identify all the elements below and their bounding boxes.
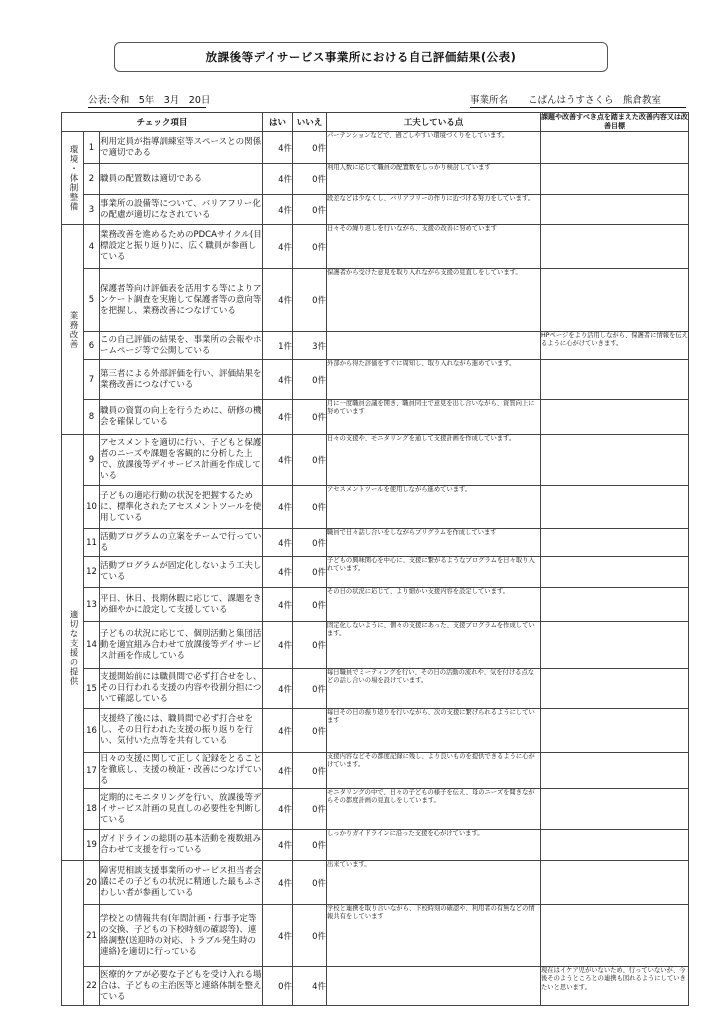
no-count: 0件	[293, 529, 327, 557]
improvement-note	[541, 789, 689, 830]
category-label: 適切な支援の提供	[62, 435, 84, 861]
no-count: 3件	[293, 332, 327, 360]
check-item: 支援終了後には、職員間で必ず打合せをし、その日行われた支援の振り返りを行い、気付いた点等を共有している	[100, 709, 263, 753]
improvement-note	[541, 709, 689, 753]
check-item: 第三者による外部評価を行い、評価結果を業務改善につなげている	[100, 360, 263, 400]
yes-count: 4件	[263, 164, 293, 195]
table-row	[62, 435, 689, 486]
organization-info	[470, 92, 686, 108]
page-title: 放課後等デイサービス事業所における自己評価結果(公表)	[114, 42, 608, 72]
table-row	[62, 332, 689, 360]
improvement-note	[541, 435, 689, 486]
yes-count: 4件	[263, 269, 293, 332]
yes-count: 4件	[263, 789, 293, 830]
table-row	[62, 861, 689, 905]
row-number: 18	[84, 789, 100, 830]
row-number: 22	[84, 967, 100, 1006]
publish-date: 公表:令和 5年 3月 20日	[88, 92, 206, 108]
no-count: 0件	[293, 753, 327, 789]
check-item: 職員の資質の向上を行うために、研修の機会を確保している	[100, 400, 263, 435]
effort-note: 段差などは少なくし、バリアフリーの作りに近づける努力をしています。	[327, 195, 541, 225]
improvement-note	[541, 360, 689, 400]
no-count: 0件	[293, 435, 327, 486]
effort-note: その日の状況に応じて、より細かい支援内容を設定しています。	[327, 588, 541, 622]
row-number: 15	[84, 669, 100, 709]
row-number: 20	[84, 861, 100, 905]
check-item: ガイドラインの総則の基本活動を複数組み合わせて支援を行っている	[100, 830, 263, 861]
improvement-note	[541, 905, 689, 967]
row-number: 16	[84, 709, 100, 753]
no-count: 0件	[293, 557, 327, 588]
table-row	[62, 905, 689, 967]
improvement-note	[541, 269, 689, 332]
no-count: 0件	[293, 132, 327, 164]
yes-count: 4件	[263, 557, 293, 588]
row-number: 3	[84, 195, 100, 225]
header-check: チェック項目	[62, 113, 263, 132]
check-item: 日々の支援に関して正しく記録をとることを徹底し、支援の検証・改善につなげている	[100, 753, 263, 789]
check-item: 子どもの状況に応じて、個別活動と集団活動を適宜組み合わせて放課後等デイサービス計画を作成している	[100, 622, 263, 669]
effort-note: 利用人数に応じて職員の配置数をしっかり検討しています	[327, 164, 541, 195]
table-row	[62, 486, 689, 529]
improvement-note	[541, 486, 689, 529]
effort-note: アセスメントツールを使用しながら進めています。	[327, 486, 541, 529]
check-item: 保護者等向け評価表を活用する等によりアンケート調査を実施して保護者等の意向等を把握し、業務改善につなげている	[100, 269, 263, 332]
table-row	[62, 753, 689, 789]
effort-note: 職員で日々話し合いをしながらプリグラムを作成しています	[327, 529, 541, 557]
yes-count: 4件	[263, 905, 293, 967]
effort-note: 日々の支援や、モニタリングを通して支援計画を作成しています。	[327, 435, 541, 486]
yes-count: 4件	[263, 529, 293, 557]
yes-count: 4件	[263, 225, 293, 269]
no-count: 0件	[293, 588, 327, 622]
effort-note: 毎日その日の振り返りを行いながら、次の支援に繋げられるようにしています	[327, 709, 541, 753]
check-item: 定期的にモニタリングを行い、放課後等デイサービス計画の見直しの必要性を判断している	[100, 789, 263, 830]
row-number: 7	[84, 360, 100, 400]
check-item: アセスメントを適切に行い、子どもと保護者のニーズや課題を客観的に分析した上で、放課後等デイサービス計画を作成している	[100, 435, 263, 486]
table-row	[62, 557, 689, 588]
improvement-note	[541, 669, 689, 709]
no-count: 0件	[293, 861, 327, 905]
check-item: 利用定員が指導訓練室等スペースとの関係で適切である	[100, 132, 263, 164]
check-item: 障害児相談支援事業所のサービス担当者会議にその子どもの状況に精通した最もふさわしい者が参画している	[100, 861, 263, 905]
row-number: 19	[84, 830, 100, 861]
category-label: 業務改善	[62, 225, 84, 435]
table-row	[62, 360, 689, 400]
check-item: 平日、休日、長期休暇に応じて、課題をきめ細やかに設定して支援している	[100, 588, 263, 622]
yes-count: 4件	[263, 709, 293, 753]
improvement-note: HPページをより活用しながら、保護者に情報を伝えるように心がけていきます。	[541, 332, 689, 360]
yes-count: 4件	[263, 622, 293, 669]
table-row	[62, 269, 689, 332]
effort-note	[327, 967, 541, 1006]
table-row	[62, 967, 689, 1006]
no-count: 0件	[293, 905, 327, 967]
check-item: 業務改善を進めるためのPDCAサイクル(目標設定と振り返り)に、広く職員が参画している	[100, 225, 263, 269]
effort-note: 月に一度職員会議を開き、職員同士で意見を出し合いながら、資質向上に努めています	[327, 400, 541, 435]
table-row	[62, 588, 689, 622]
check-item: 事業所の設備等について、バリアフリー化の配慮が適切になされている	[100, 195, 263, 225]
row-number: 1	[84, 132, 100, 164]
effort-note	[327, 332, 541, 360]
header-improve: 課題や改善すべき点を踏まえた改善内容又は改善目標	[541, 113, 688, 130]
table-row	[62, 669, 689, 709]
yes-count: 4件	[263, 588, 293, 622]
no-count: 0件	[293, 400, 327, 435]
yes-count: 4件	[263, 486, 293, 529]
yes-count: 4件	[263, 830, 293, 861]
row-number: 9	[84, 435, 100, 486]
effort-note: 出来ています。	[327, 861, 541, 905]
improvement-note	[541, 225, 689, 269]
improvement-note	[541, 529, 689, 557]
row-number: 13	[84, 588, 100, 622]
check-item: 職員の配置数は適切である	[100, 164, 263, 195]
check-item: 活動プログラムが固定化しないよう工夫している	[100, 557, 263, 588]
org-name: こぱんはうすさくら 熊倉教室	[528, 95, 662, 106]
check-item: 学校との情報共有(年間計画・行事予定等の交換、子どもの下校時刻の確認等)、連絡調整(送迎時の対応、トラブル発生時の連絡)を適切に行っている	[100, 905, 263, 967]
row-number: 4	[84, 225, 100, 269]
row-number: 5	[84, 269, 100, 332]
table-row	[62, 709, 689, 753]
yes-count: 4件	[263, 400, 293, 435]
table-body	[62, 132, 689, 1006]
effort-note: 子どもの興味関心を中心に、支援に繋がるようなプログラムを日々取り入れています。	[327, 557, 541, 588]
improvement-note	[541, 830, 689, 861]
yes-count: 4件	[263, 132, 293, 164]
table-row	[62, 622, 689, 669]
table-row	[62, 195, 689, 225]
no-count: 0件	[293, 709, 327, 753]
table-row	[62, 164, 689, 195]
yes-count: 1件	[263, 332, 293, 360]
no-count: 0件	[293, 486, 327, 529]
improvement-note	[541, 400, 689, 435]
effort-note: パーテンションなどで、過ごしやすい環境づくりをしています。	[327, 132, 541, 164]
row-number: 14	[84, 622, 100, 669]
row-number: 10	[84, 486, 100, 529]
row-number: 21	[84, 905, 100, 967]
improvement-note	[541, 753, 689, 789]
improvement-note	[541, 164, 689, 195]
improvement-note	[541, 195, 689, 225]
no-count: 0件	[293, 669, 327, 709]
effort-note: 保護者から受けた意見を取り入れながら支援の見直しをしています。	[327, 269, 541, 332]
check-item: 子どもの適応行動の状況を把握するために、標準化されたアセスメントツールを使用している	[100, 486, 263, 529]
effort-note: 支援内容などその都度記録に残し、より良いものを提供できるように心がけています。	[327, 753, 541, 789]
row-number: 8	[84, 400, 100, 435]
yes-count: 0件	[263, 967, 293, 1006]
improvement-note	[541, 132, 689, 164]
check-item: 支援開始前には職員間で必ず打合せをし、その日行われる支援の内容や役割分担について確認している	[100, 669, 263, 709]
header-yes: はい	[263, 113, 293, 132]
no-count: 0件	[293, 789, 327, 830]
no-count: 0件	[293, 164, 327, 195]
no-count: 0件	[293, 830, 327, 861]
category-label: 環境・体制整備	[62, 132, 84, 225]
table-row	[62, 400, 689, 435]
table-row	[62, 132, 689, 164]
row-number: 2	[84, 164, 100, 195]
no-count: 0件	[293, 622, 327, 669]
improvement-note	[541, 588, 689, 622]
table-row	[62, 789, 689, 830]
effort-note: 固定化しないように、個々の支援にあった、支援プログラムを作成しています。	[327, 622, 541, 669]
yes-count: 4件	[263, 435, 293, 486]
yes-count: 4件	[263, 360, 293, 400]
effort-note: 学校と連携を取り合いながら、下校時刻の確認や、利用者の有無などの情報共有をしています	[327, 905, 541, 967]
no-count: 0件	[293, 360, 327, 400]
yes-count: 4件	[263, 861, 293, 905]
yes-count: 4件	[263, 753, 293, 789]
no-count: 0件	[293, 269, 327, 332]
effort-note: 毎日職員でミーティングを行い、その日の活動の流れや、気を付ける点などの話し合いの場を設けています。	[327, 669, 541, 709]
effort-note: モニタリングの中で、日々の子どもの様子を伝え、母のニーズを聞きながらその都度計画の見直しをしています。	[327, 789, 541, 830]
improvement-note	[541, 557, 689, 588]
row-number: 12	[84, 557, 100, 588]
check-item: この自己評価の結果を、事業所の会報やホームページ等で公開している	[100, 332, 263, 360]
table-row	[62, 830, 689, 861]
no-count: 0件	[293, 195, 327, 225]
header-effort: 工夫している点	[327, 113, 541, 132]
row-number: 17	[84, 753, 100, 789]
effort-note: しっかりガイドラインに沿った支援を心がけています。	[327, 830, 541, 861]
yes-count: 4件	[263, 195, 293, 225]
no-count: 0件	[293, 225, 327, 269]
table-row	[62, 225, 689, 269]
header-row	[62, 113, 689, 132]
improvement-note	[541, 861, 689, 905]
org-label: 事業所名	[470, 95, 509, 106]
no-count: 4件	[293, 967, 327, 1006]
row-number: 6	[84, 332, 100, 360]
evaluation-table	[61, 112, 689, 1006]
improvement-note: 現在はイケア児がいないため、行っていないが、今後そのようところとの連携も図れるようにしていきたいと思います。	[541, 967, 689, 1006]
improvement-note	[541, 622, 689, 669]
category-label	[62, 861, 84, 1006]
yes-count: 4件	[263, 669, 293, 709]
check-item: 活動プログラムの立案をチームで行っている	[100, 529, 263, 557]
header-no: いいえ	[293, 113, 327, 132]
table-row	[62, 529, 689, 557]
row-number: 11	[84, 529, 100, 557]
check-item: 医療的ケアが必要な子どもを受け入れる場合は、子どもの主治医等と連絡体制を整えている	[100, 967, 263, 1006]
effort-note: 外部から得た評価をすぐに周知し、取り入れながら進めています。	[327, 360, 541, 400]
effort-note: 日々その繰り返しを行いながら、支援の改善に努めています	[327, 225, 541, 269]
